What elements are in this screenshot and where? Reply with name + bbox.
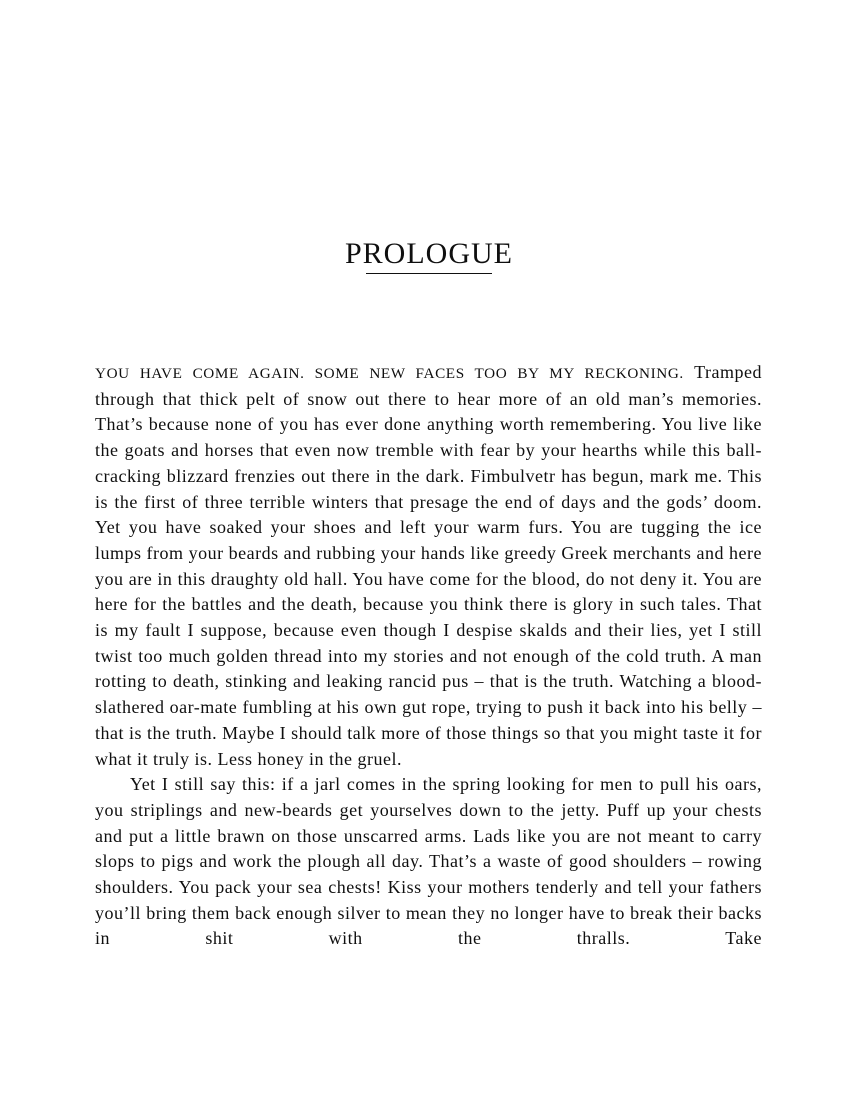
chapter-title: PROLOGUE	[344, 237, 513, 271]
opening-smallcaps-sentence: YOU HAVE COME AGAIN. SOME NEW FACES TOO BY MY RECKONING.	[95, 365, 684, 382]
paragraph-1	[95, 360, 762, 772]
heading-divider-rule	[366, 273, 492, 274]
paragraph-1-text: Tramped through that thick pelt of snow out there to hear more of an old man’s memories. That’s because none of you has ever done anything worth remembering. You live like the goats and horses that even now tremble with fear by your hearths while this ball-cracking blizzard frenzies out there in the dark. Fimbulvetr has begun, mark me. This is the first of three terrible winters that presage the end of days and the gods’ doom. Yet you have soaked your shoes and left your warm furs. You are tugging the ice lumps from your beards and rubbing your hands like greedy Greek merchants and here you are in this draughty old hall. You have come for the blood, do not deny it. You are here for the battles and the death, because you think there is glory in such tales. That is my fault I suppose, because even though I despise skalds and their lies, yet I still twist too much golden thread into my stories and not enough of the cold truth. A man rotting to death, stinking and leaking rancid pus – that is the truth. Watching a blood-slathered oar-mate fumbling at his own gut rope, trying to push it back into his belly – that is the truth. Maybe I should talk more of those things so that you might taste it for what it truly is. Less honey in the gruel.	[95, 362, 763, 769]
body-text-block	[95, 360, 762, 952]
paragraph-2: Yet I still say this: if a jarl comes in the spring looking for men to pull his oars, you striplings and new-beards get yourselves down to the jetty. Puff up your chests and put a little brawn on those unscarred arms. Lads like you are not meant to carry slops to pigs and work the plough all day. That’s a waste of good shoulders – rowing shoulders. You pack your sea chests! Kiss your mothers tenderly and tell your fathers you’ll bring them back enough silver to mean they no longer have to break their backs in shit with the thralls. Take	[95, 774, 762, 949]
